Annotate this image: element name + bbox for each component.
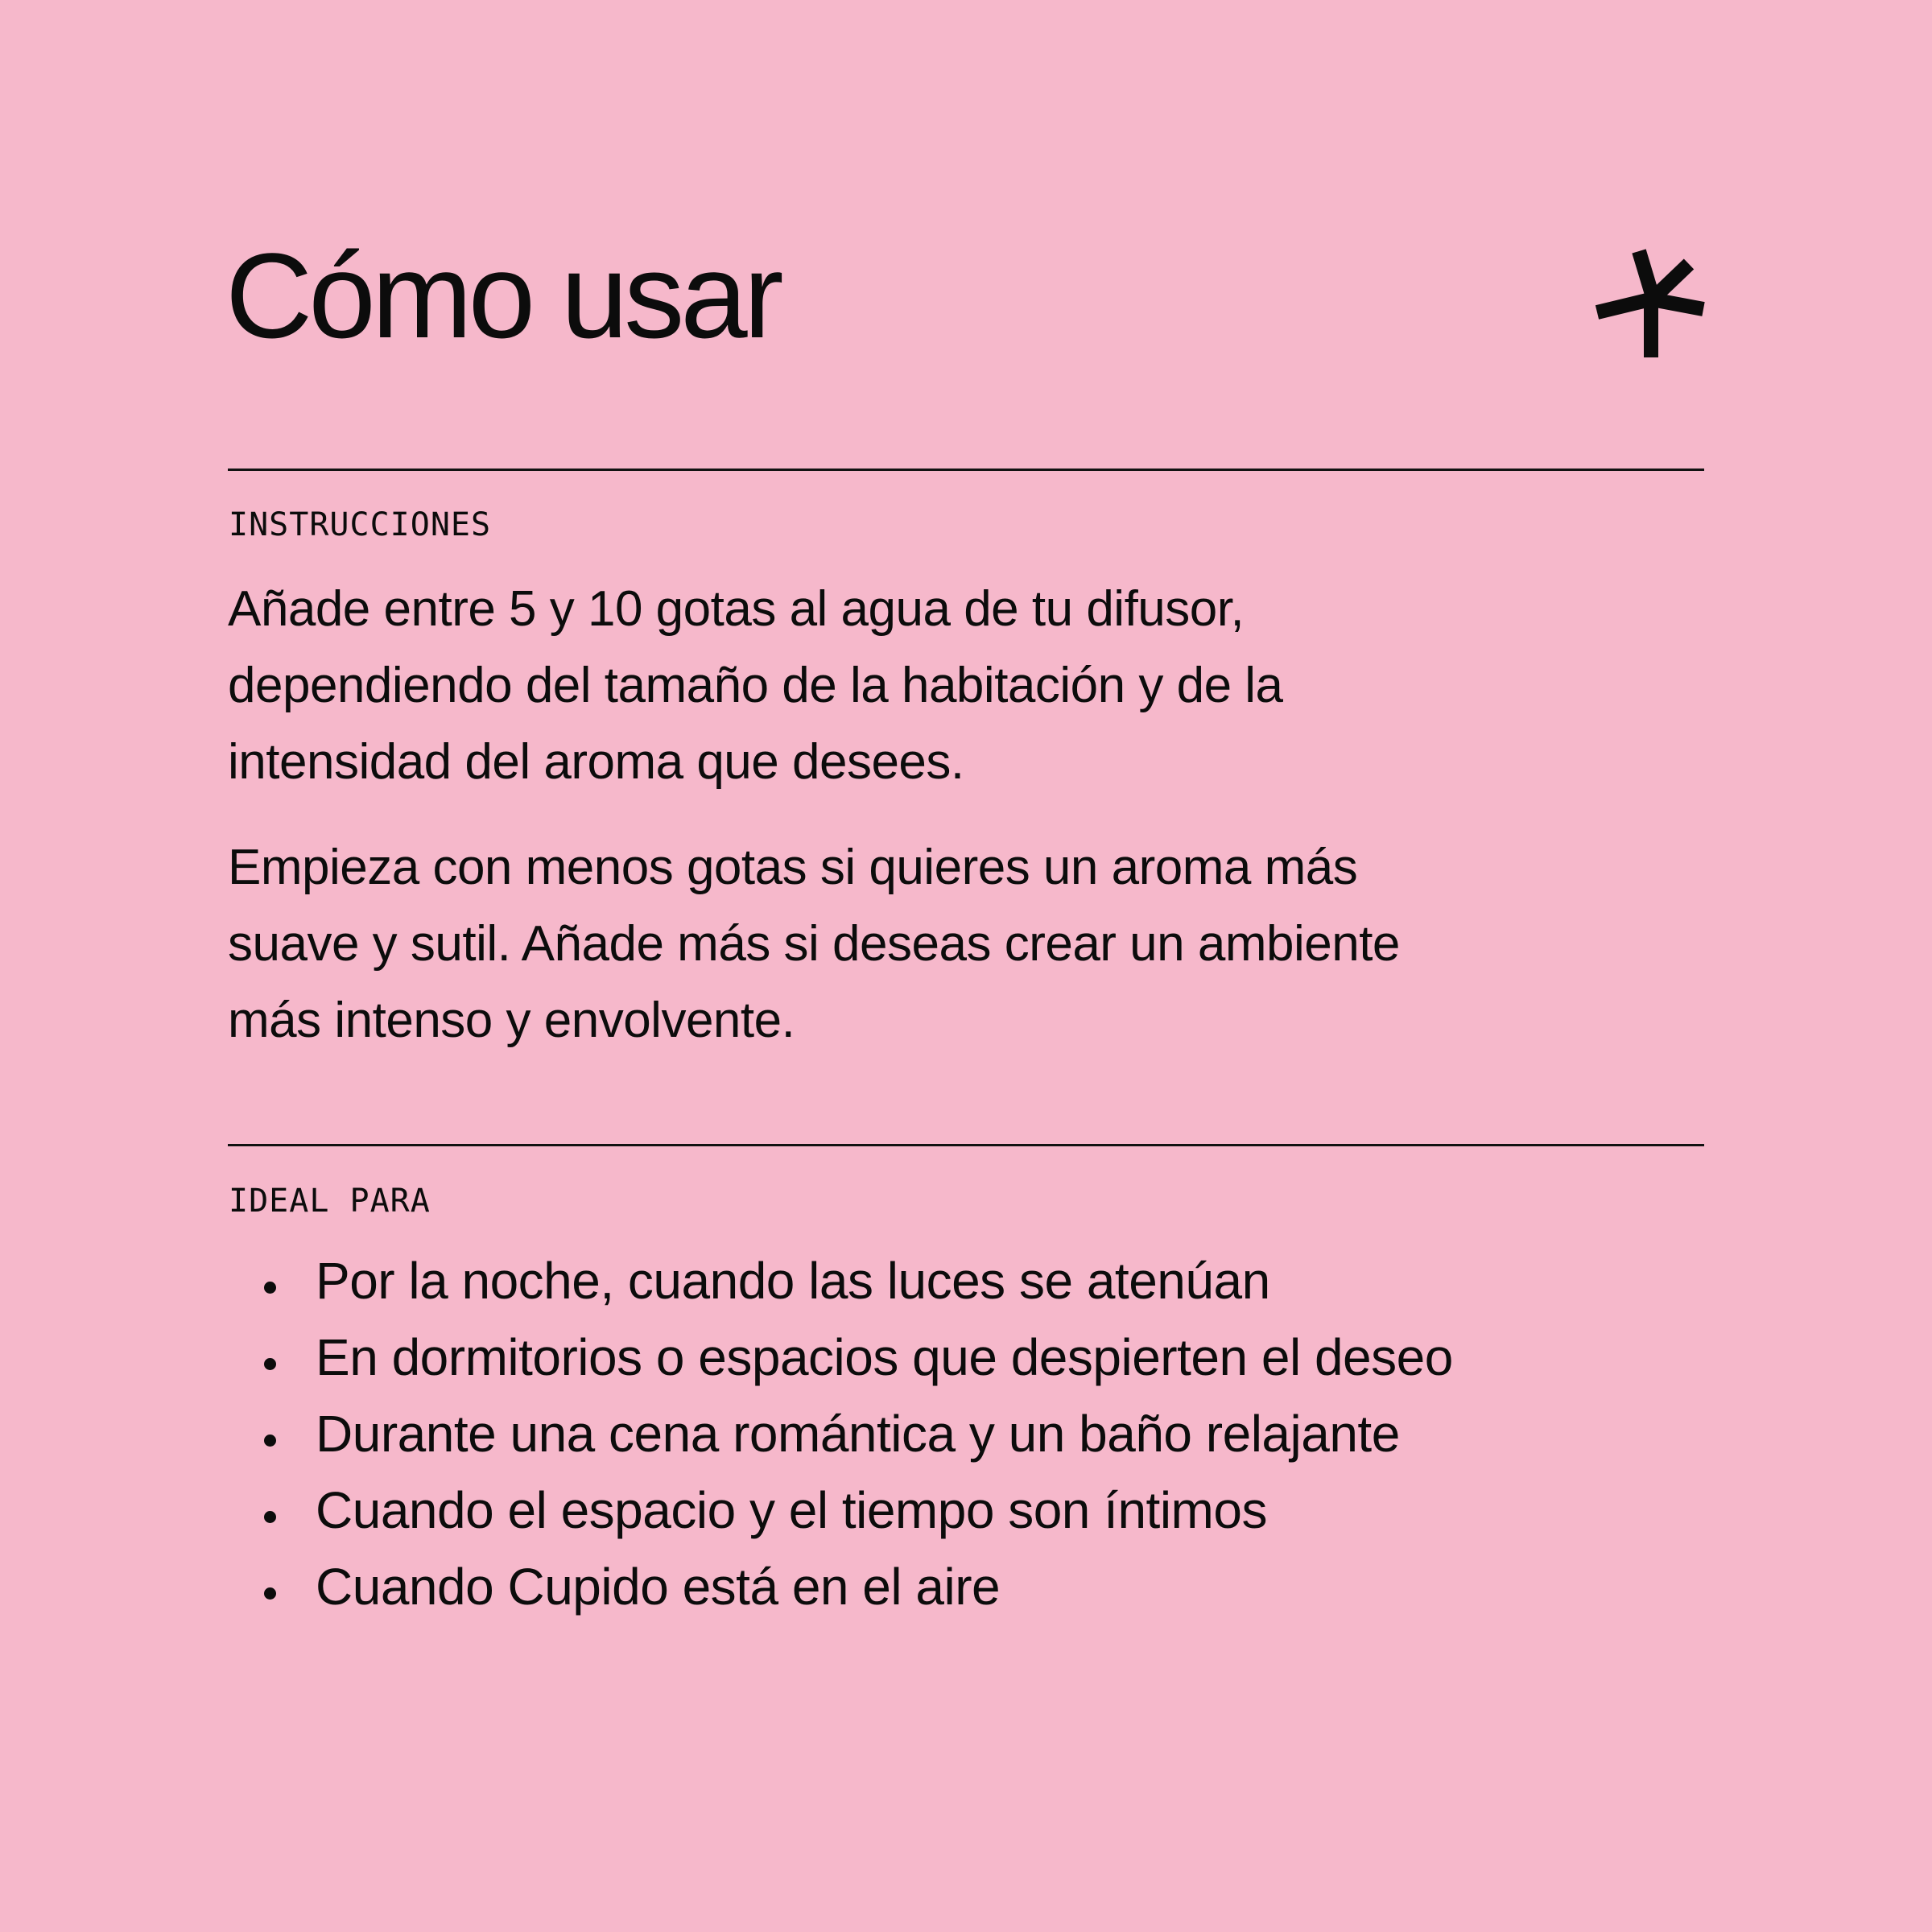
paragraph-line: intensidad del aroma que desees. [228, 734, 964, 790]
list-item: Cuando Cupido está en el aire [228, 1549, 1701, 1625]
paragraph-line: dependiendo del tamaño de la habitación y de la [228, 658, 1283, 713]
asterisk-star-icon [1594, 248, 1707, 361]
list-item: En dormitorios o espacios que despierten el deseo [228, 1319, 1701, 1396]
ideal-for-label: IDEAL PARA [229, 1183, 431, 1220]
paragraph-line: suave y sutil. Añade más si deseas crear un ambiente [228, 916, 1400, 972]
list-item: Durante una cena romántica y un baño relajante [228, 1396, 1701, 1472]
instructions-paragraph-2 [228, 829, 1701, 1059]
list-item: Por la noche, cuando las luces se atenúan [228, 1243, 1701, 1319]
paragraph-line: Añade entre 5 y 10 gotas al agua de tu difusor, [228, 581, 1245, 637]
divider-top [228, 469, 1704, 471]
paragraph-line: Empieza con menos gotas si quieres un aroma más [228, 840, 1358, 895]
instructions-paragraph-1 [228, 571, 1701, 800]
instructions-label: INSTRUCCIONES [229, 506, 492, 543]
list-item: Cuando el espacio y el tiempo son íntimos [228, 1472, 1701, 1549]
divider-bottom [228, 1144, 1704, 1146]
paragraph-line: más intenso y envolvente. [228, 993, 795, 1048]
ideal-for-list [228, 1243, 1701, 1625]
page-title: Cómo usar [225, 228, 780, 363]
